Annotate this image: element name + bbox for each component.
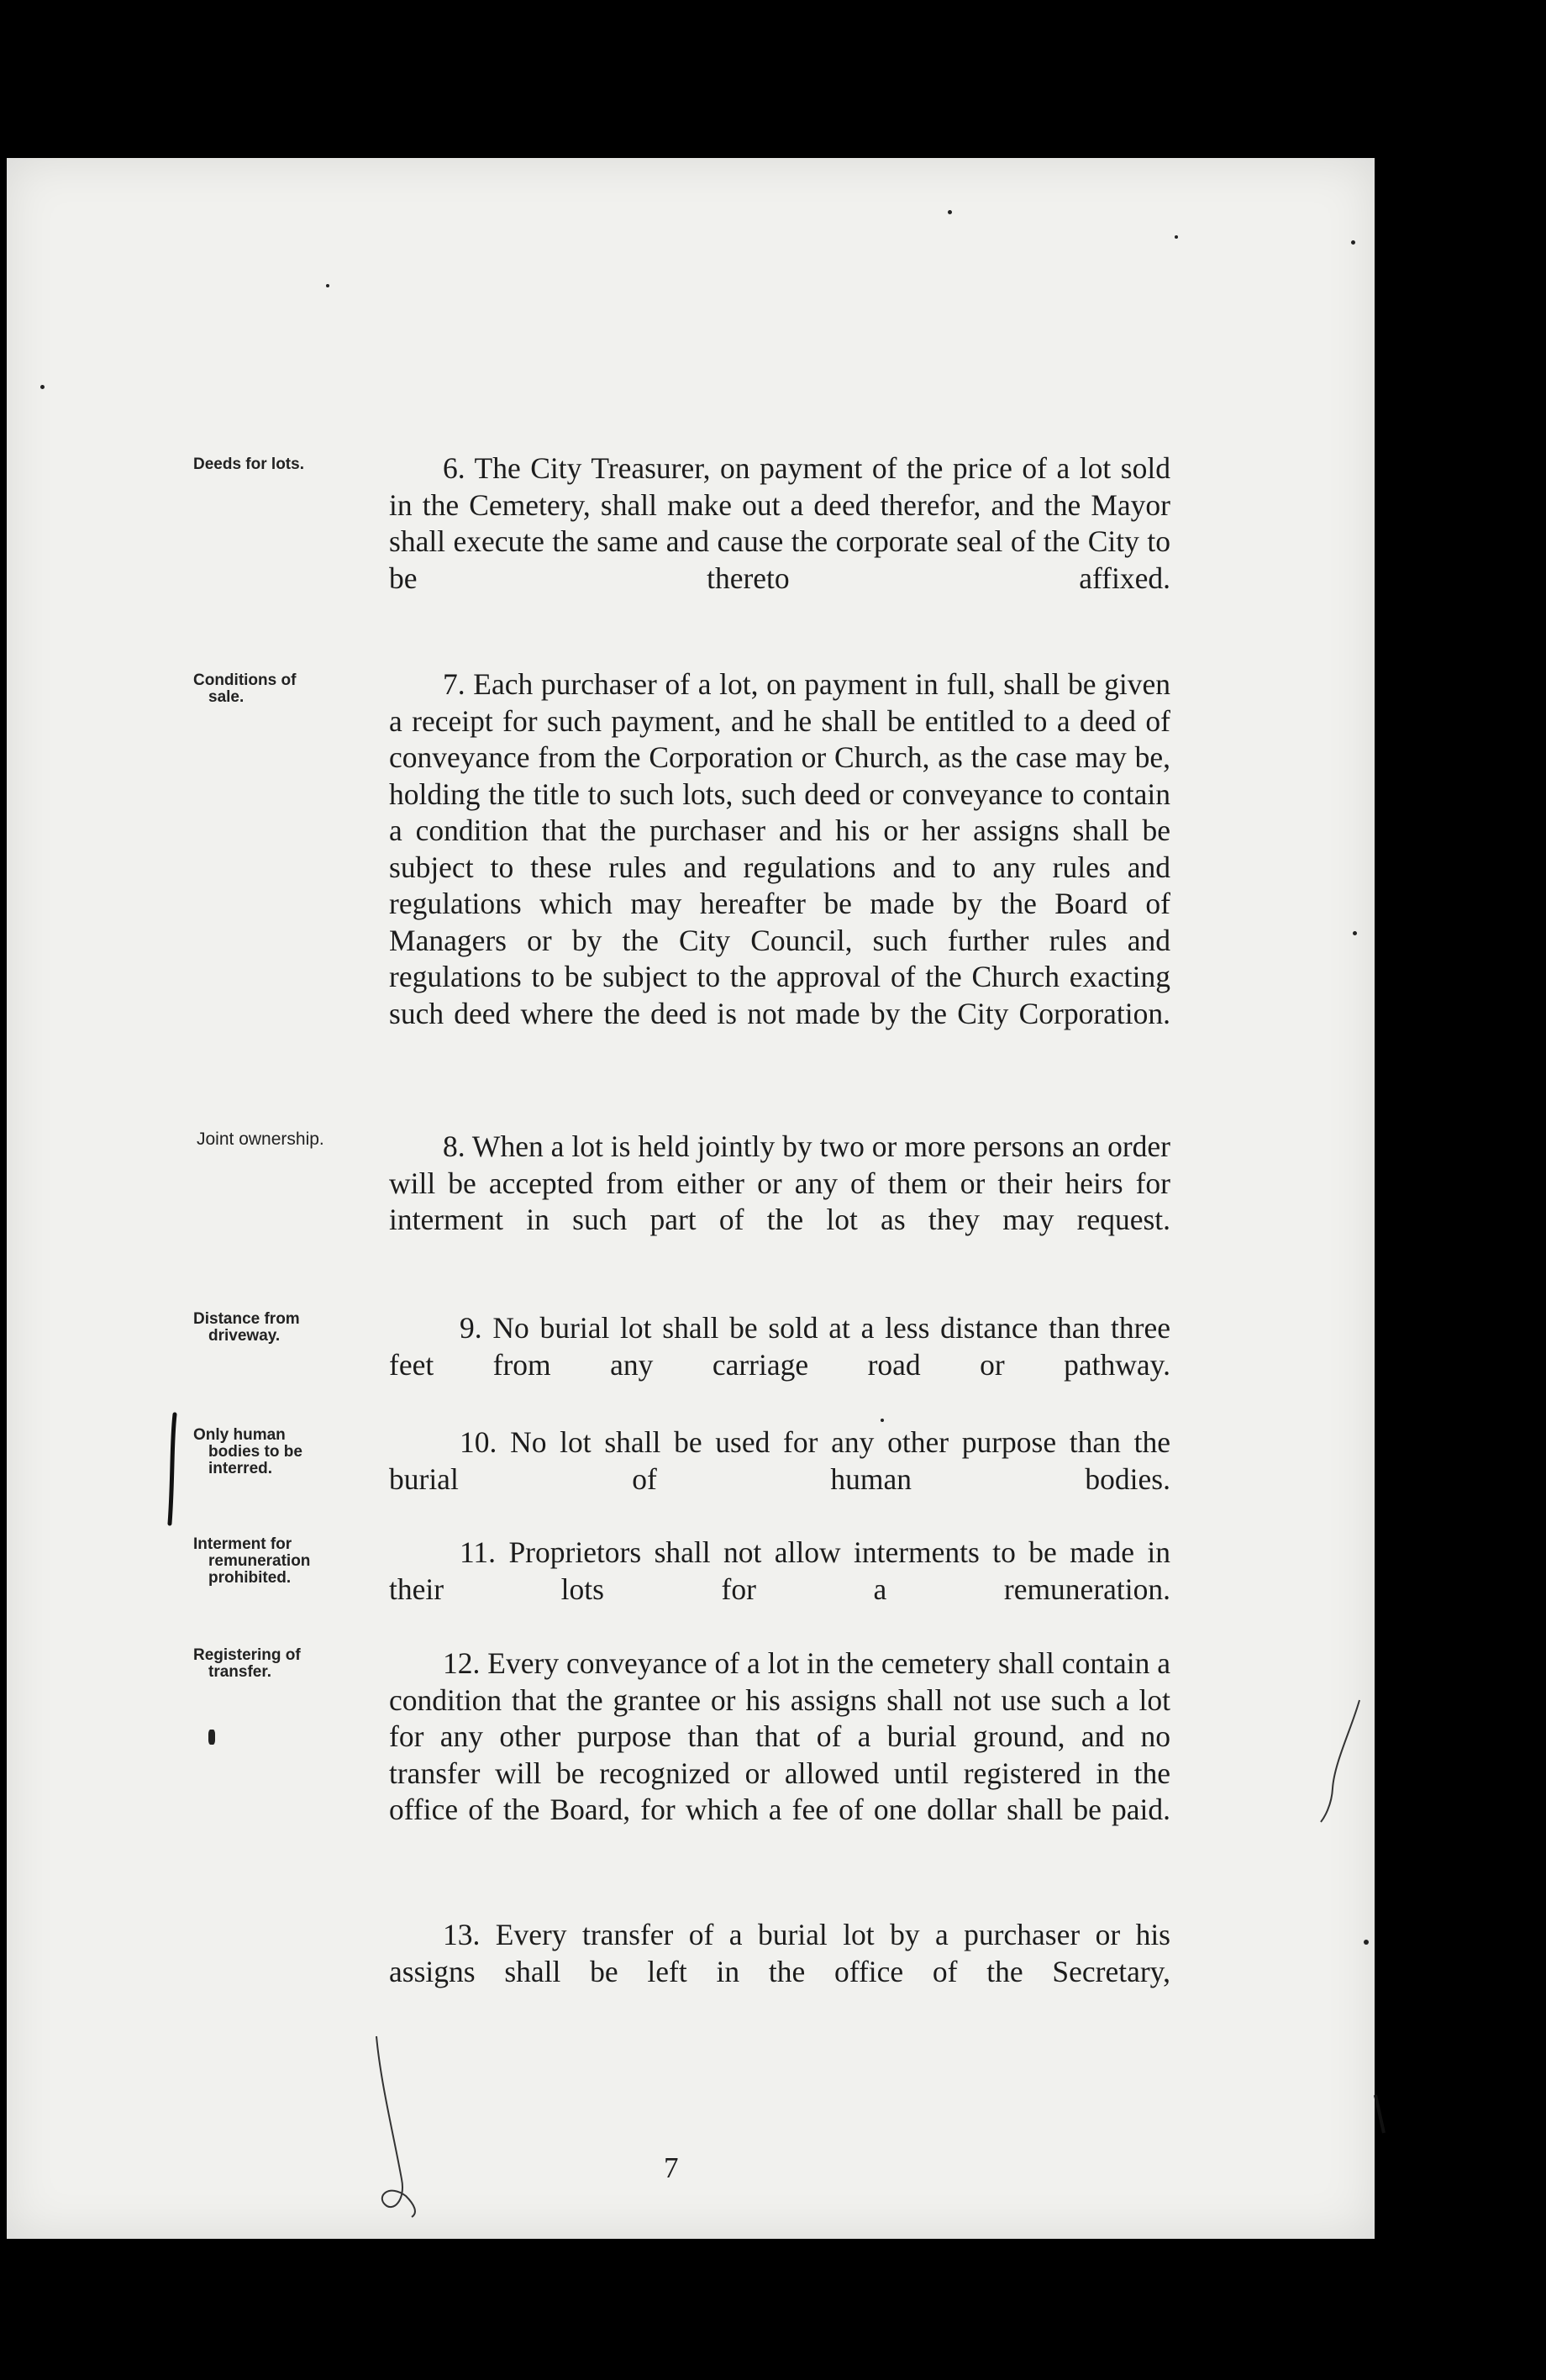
paragraph-9: 9. No burial lot shall be sold at a less distance than three feet from any carriage road or pathway. <box>389 1311 1170 1382</box>
dust-speck <box>1353 931 1357 935</box>
paragraph-12: 12. Every conveyance of a lot in the cemetery shall contain a condition that the grantee or his assigns shall not use such a lot for any other purpose than that of a burial ground, and no transfer will be recognized or allowed until registered in the office of the Board, for which a fee of one dollar shall be paid. <box>389 1646 1170 1826</box>
margin-note-joint: Joint ownership. <box>197 1129 324 1149</box>
paragraph-11: 11. Proprietors shall not allow interments to be made in their lots for a remuneration. <box>389 1535 1170 1606</box>
paragraph-13: 13. Every transfer of a burial lot by a purchaser or his assigns shall be left in the office of the Secretary, <box>389 1918 1170 1988</box>
margin-note-distance: Distance from driveway. <box>193 1310 300 1345</box>
document-page <box>7 158 1375 2239</box>
dust-speck <box>1364 1940 1369 1945</box>
dust-speck <box>326 284 329 287</box>
edge-mark <box>1374 2091 1391 2141</box>
dust-speck <box>1175 235 1178 239</box>
paragraph-7: 7. Each purchaser of a lot, on payment in full, shall be given a receipt for such payment, and he shall be entitled to a deed of conveyance from the Corporation or Church, as the case may be, holding the title to such lots, such deed or conveyance to contain a condition that the purchaser and his or her assigns shall be subject to these rules and regulations and to any rules and regulations which may hereafter be made by the Board of Managers or by the City Council, such further rules and regulations to be subject to the approval of the Church exacting such deed where the deed is not made by the City Corporation. <box>389 667 1170 1030</box>
margin-note-deeds: Deeds for lots. <box>193 455 304 473</box>
margin-note-interment: Interment for remuneration prohibited. <box>193 1535 311 1587</box>
margin-note-registering: Registering of transfer. <box>193 1646 301 1681</box>
paragraph-6: 6. The City Treasurer, on payment of the price of a lot sold in the Cemetery, shall make out a deed therefor, and the Mayor shall execute the same and cause the corporate seal of the City to be thereto affixed. <box>389 451 1170 595</box>
paragraph-10: 10. No lot shall be used for any other purpose than the burial of human bodies. <box>389 1425 1170 1496</box>
dust-speck <box>881 1419 884 1422</box>
dust-speck <box>948 210 952 214</box>
margin-ink-bar <box>166 1410 183 1528</box>
paragraph-8: 8. When a lot is held jointly by two or more persons an order will be accepted from either or any of them or their heirs for interment in such part of the lot as they may request. <box>389 1129 1170 1236</box>
dust-speck <box>1351 240 1355 245</box>
margin-note-conditions: Conditions of sale. <box>193 671 297 706</box>
pencil-mark-right <box>1317 1696 1368 1830</box>
dust-speck <box>40 385 45 389</box>
pencil-mark-bottom <box>360 2032 444 2234</box>
dust-speck <box>208 1730 215 1745</box>
page-number: 7 <box>664 2151 679 2184</box>
margin-note-human-bodies: Only human bodies to be interred. <box>193 1426 302 1477</box>
